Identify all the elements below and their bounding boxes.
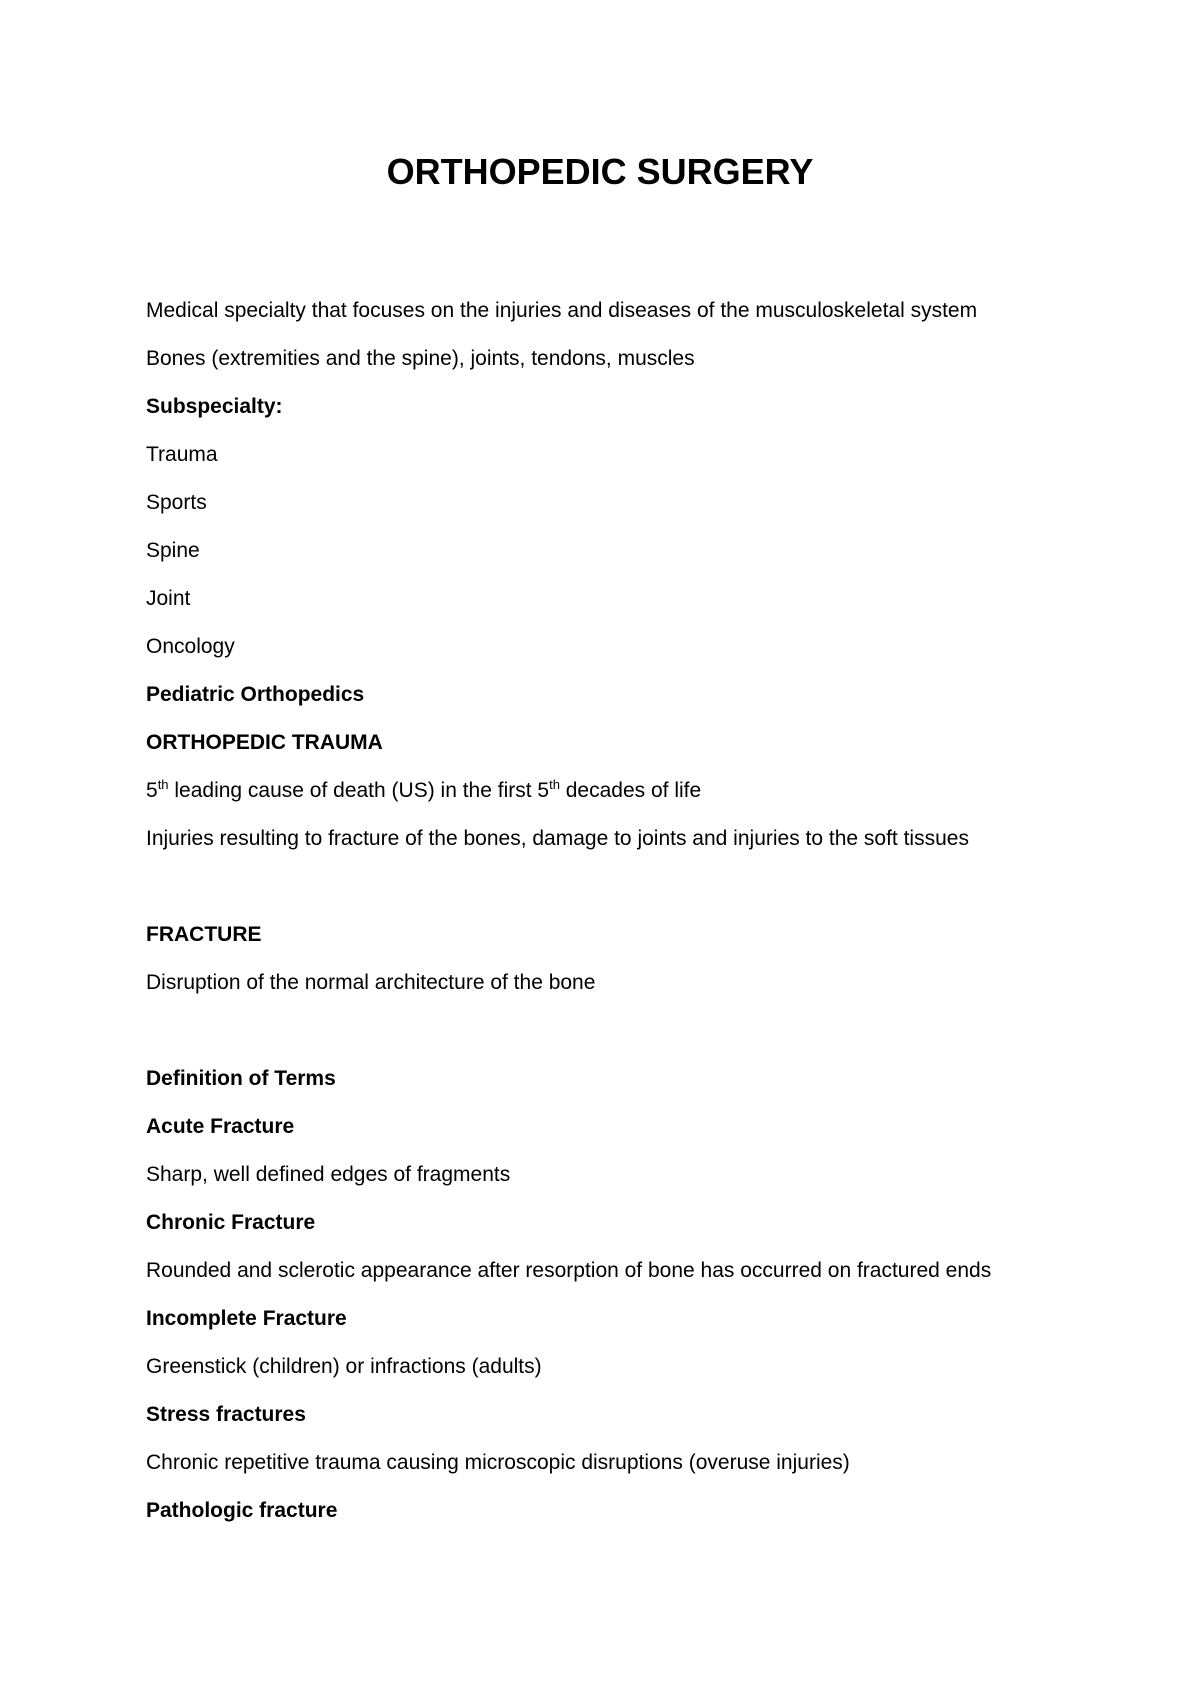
document-title: ORTHOPEDIC SURGERY	[386, 151, 814, 192]
subspecialty-heading: Subspecialty:	[146, 395, 283, 418]
blank-line	[146, 866, 1126, 914]
intro-scope: Bones (extremities and the spine), joints, tendons, muscles	[146, 347, 695, 370]
subspecialty-item-spine: Spine	[146, 539, 200, 562]
subspecialty-item-oncology: Oncology	[146, 635, 235, 658]
definition-stress-fractures: Chronic repetitive trauma causing microscopic disruptions (overuse injuries)	[146, 1451, 850, 1474]
trauma-stat-line	[146, 770, 1126, 818]
trauma-stat-text-2: decades of life	[559, 779, 702, 802]
orthopedic-trauma-heading: ORTHOPEDIC TRAUMA	[146, 731, 383, 754]
term-incomplete-fracture: Incomplete Fracture	[146, 1307, 347, 1330]
trauma-injuries-line: Injuries resulting to fracture of the bones, damage to joints and injuries to the soft tissues	[146, 827, 969, 850]
term-chronic-fracture: Chronic Fracture	[146, 1211, 316, 1234]
document-body	[146, 290, 1126, 1538]
trauma-stat-superscript-1: th	[157, 777, 169, 792]
definition-chronic-fracture: Rounded and sclerotic appearance after resorption of bone has occurred on fractured ends	[146, 1259, 992, 1282]
trauma-stat-text-1: leading cause of death (US) in the first 5	[168, 779, 550, 802]
subspecialty-item-trauma: Trauma	[146, 443, 218, 466]
term-acute-fracture: Acute Fracture	[146, 1115, 295, 1138]
pediatric-orthopedics-heading: Pediatric Orthopedics	[146, 683, 365, 706]
definition-incomplete-fracture: Greenstick (children) or infractions (adults)	[146, 1355, 542, 1378]
term-stress-fractures: Stress fractures	[146, 1403, 306, 1426]
subspecialty-item-sports: Sports	[146, 491, 207, 514]
blank-line	[146, 1010, 1126, 1058]
fracture-heading: FRACTURE	[146, 923, 262, 946]
term-pathologic-fracture: Pathologic fracture	[146, 1499, 338, 1522]
definition-of-terms-heading: Definition of Terms	[146, 1067, 336, 1090]
trauma-stat-number: 5	[146, 779, 158, 802]
intro-definition: Medical specialty that focuses on the injuries and diseases of the musculoskeletal system	[146, 299, 978, 322]
definition-acute-fracture: Sharp, well defined edges of fragments	[146, 1163, 511, 1186]
trauma-stat-superscript-2: th	[549, 777, 560, 792]
subspecialty-item-joint: Joint	[146, 587, 191, 610]
fracture-definition: Disruption of the normal architecture of the bone	[146, 971, 596, 994]
